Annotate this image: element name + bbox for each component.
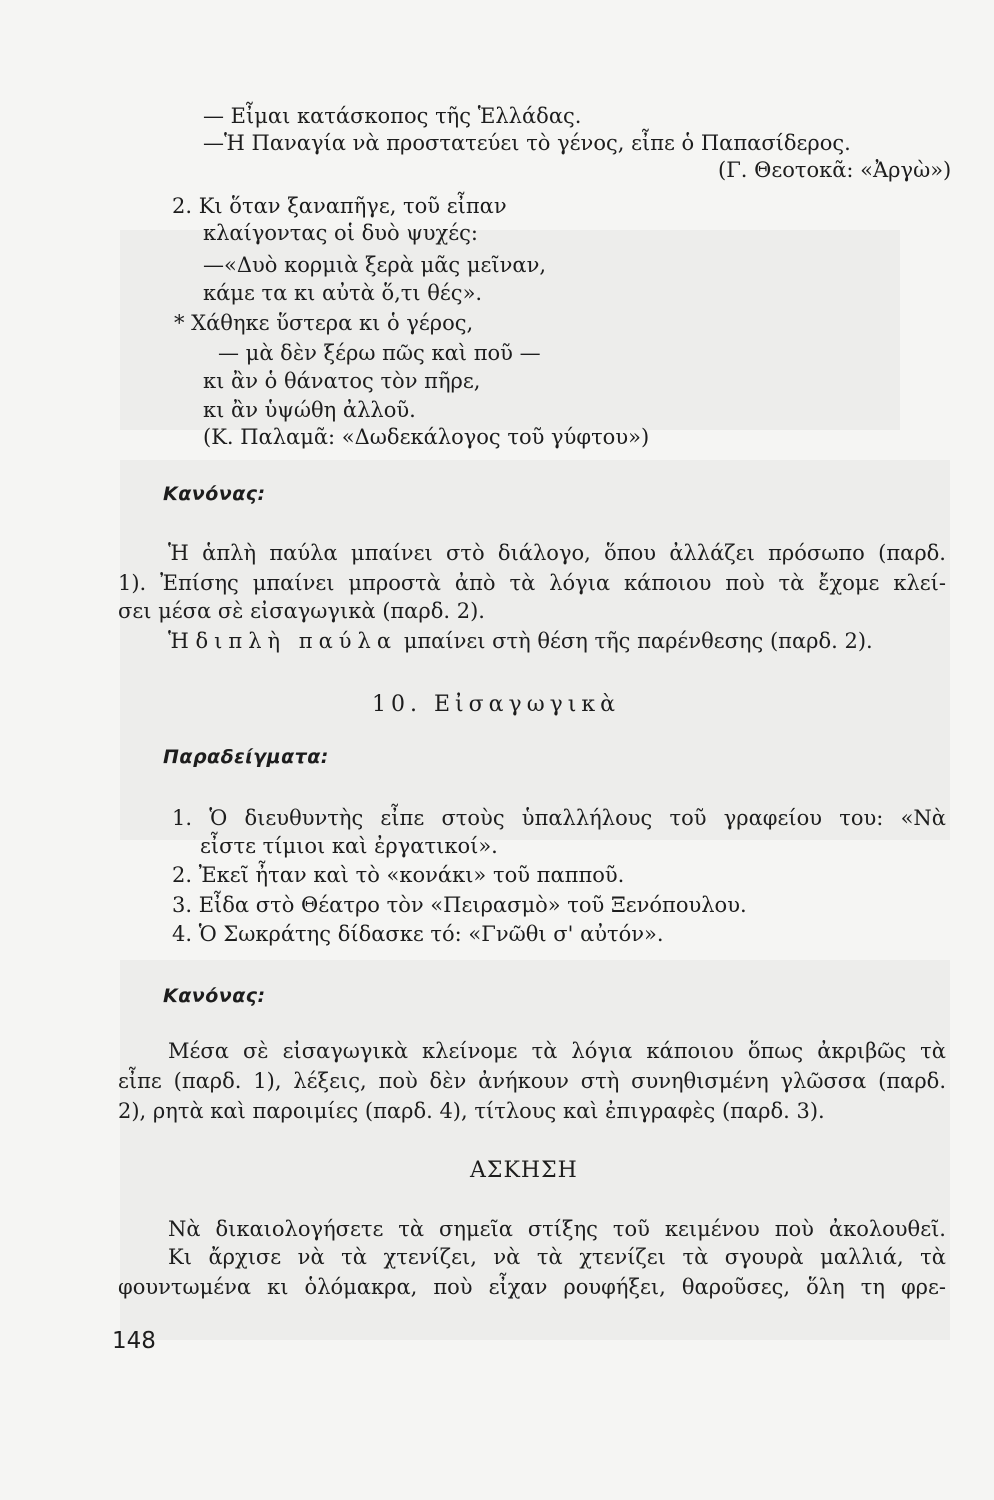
section-heading: 10. Εἰσαγωγικὰ — [372, 692, 621, 717]
example-line: 3. Εἶδα στὸ Θέατρο τὸν «Πειρασμὸ» τοῦ Ξενόπουλου. — [172, 893, 747, 917]
emphasized-term: διπλὴ παύλα — [195, 629, 398, 653]
poem-line: κλαίγοντας οἱ δυὸ ψυχές: — [203, 221, 478, 245]
rule-text-line: 1). Ἐπίσης μπαίνει μπροστὰ ἀπὸ τὰ λόγια κάποιου ποὺ τὰ ἔχομε κλεί- — [118, 571, 946, 595]
poem-line: κι ἂν ὁ θάνατος τὸν πῆρε, — [203, 369, 481, 393]
poem-line: κάμε τα κι αὐτὰ ὅ,τι θές». — [203, 281, 483, 305]
exercise-heading: ΑΣΚΗΣΗ — [470, 1158, 578, 1183]
rule-text-line: εἶπε (παρδ. 1), λέξεις, ποὺ δὲν ἀνήκουν στὴ συνηθισμένη γλῶσσα (παρδ. — [118, 1069, 946, 1093]
rule-label: Κανόνας: — [163, 985, 266, 1007]
rule-text-line: Ἡ ἁπλὴ παύλα μπαίνει στὸ διάλογο, ὅπου ἀλλάζει πρόσωπο (παρδ. — [168, 541, 946, 565]
source-citation: (Γ. Θεοτοκᾶ: «Ἀργὼ») — [718, 158, 952, 182]
exercise-line: Κι ἄρχισε νὰ τὰ χτενίζει, νὰ τὰ χτενίζει τὰ σγουρὰ μαλλιά, τὰ — [168, 1245, 946, 1269]
dialogue-line: — Εἶμαι κατάσκοπος τῆς Ἑλλάδας. — [203, 104, 582, 128]
dialogue-line: —Ἡ Παναγία νὰ προστατεύει τὸ γένος, εἶπε ὁ Παπασίδερος. — [203, 131, 851, 155]
poem-line: κι ἂν ὑψώθη ἀλλοῦ. — [203, 398, 416, 422]
example-line: 1. Ὁ διευθυντὴς εἶπε στοὺς ὑπαλλήλους τοῦ γραφείου του: «Νὰ — [172, 806, 946, 830]
rule-text-line: σει μέσα σὲ εἰσαγωγικὰ (παρδ. 2). — [118, 599, 485, 623]
rule-text-line: Μέσα σὲ εἰσαγωγικὰ κλείνομε τὰ λόγια κάποιου ὅπως ἀκριβῶς τὰ — [168, 1039, 946, 1063]
rule-text-line — [168, 628, 873, 654]
rule-text-line: 2), ρητὰ καὶ παροιμίες (παρδ. 4), τίτλους καὶ ἐπιγραφὲς (παρδ. 3). — [118, 1099, 825, 1123]
poem-line: — μὰ δὲν ξέρω πῶς καὶ ποῦ — — [218, 341, 541, 365]
poem-line: 2. Κι ὅταν ξαναπῆγε, τοῦ εἶπαν — [172, 194, 507, 218]
page-number: 148 — [112, 1328, 156, 1354]
exercise-line: φουντωμένα κι ὁλόμακρα, ποὺ εἶχαν ρουφήξει, θαροῦσες, ὅλη τη φρε- — [118, 1275, 946, 1299]
example-line: εἶστε τίμιοι καὶ ἐργατικοί». — [200, 834, 498, 858]
rule-label: Κανόνας: — [163, 483, 266, 505]
rule-text-prefix: Ἡ — [168, 629, 189, 653]
example-line: 2. Ἐκεῖ ἦταν καὶ τὸ «κονάκι» τοῦ παπποῦ. — [172, 863, 625, 887]
poem-line: —«Δυὸ κορμιὰ ξερὰ μᾶς μεῖναν, — [203, 253, 547, 277]
source-citation: (Κ. Παλαμᾶ: «Δωδεκάλογος τοῦ γύφτου») — [203, 425, 650, 449]
rule-text-rest: μπαίνει στὴ θέση τῆς παρένθεσης (παρδ. 2). — [403, 629, 873, 653]
poem-line: * Χάθηκε ὕστερα κι ὁ γέρος, — [174, 311, 474, 335]
exercise-line: Νὰ δικαιολογήσετε τὰ σημεῖα στίξης τοῦ κειμένου ποὺ ἀκολουθεῖ. — [168, 1217, 946, 1241]
examples-label: Παραδείγματα: — [163, 746, 329, 768]
example-line: 4. Ὁ Σωκράτης δίδασκε τό: «Γνῶθι σ' αὐτόν». — [172, 922, 664, 946]
